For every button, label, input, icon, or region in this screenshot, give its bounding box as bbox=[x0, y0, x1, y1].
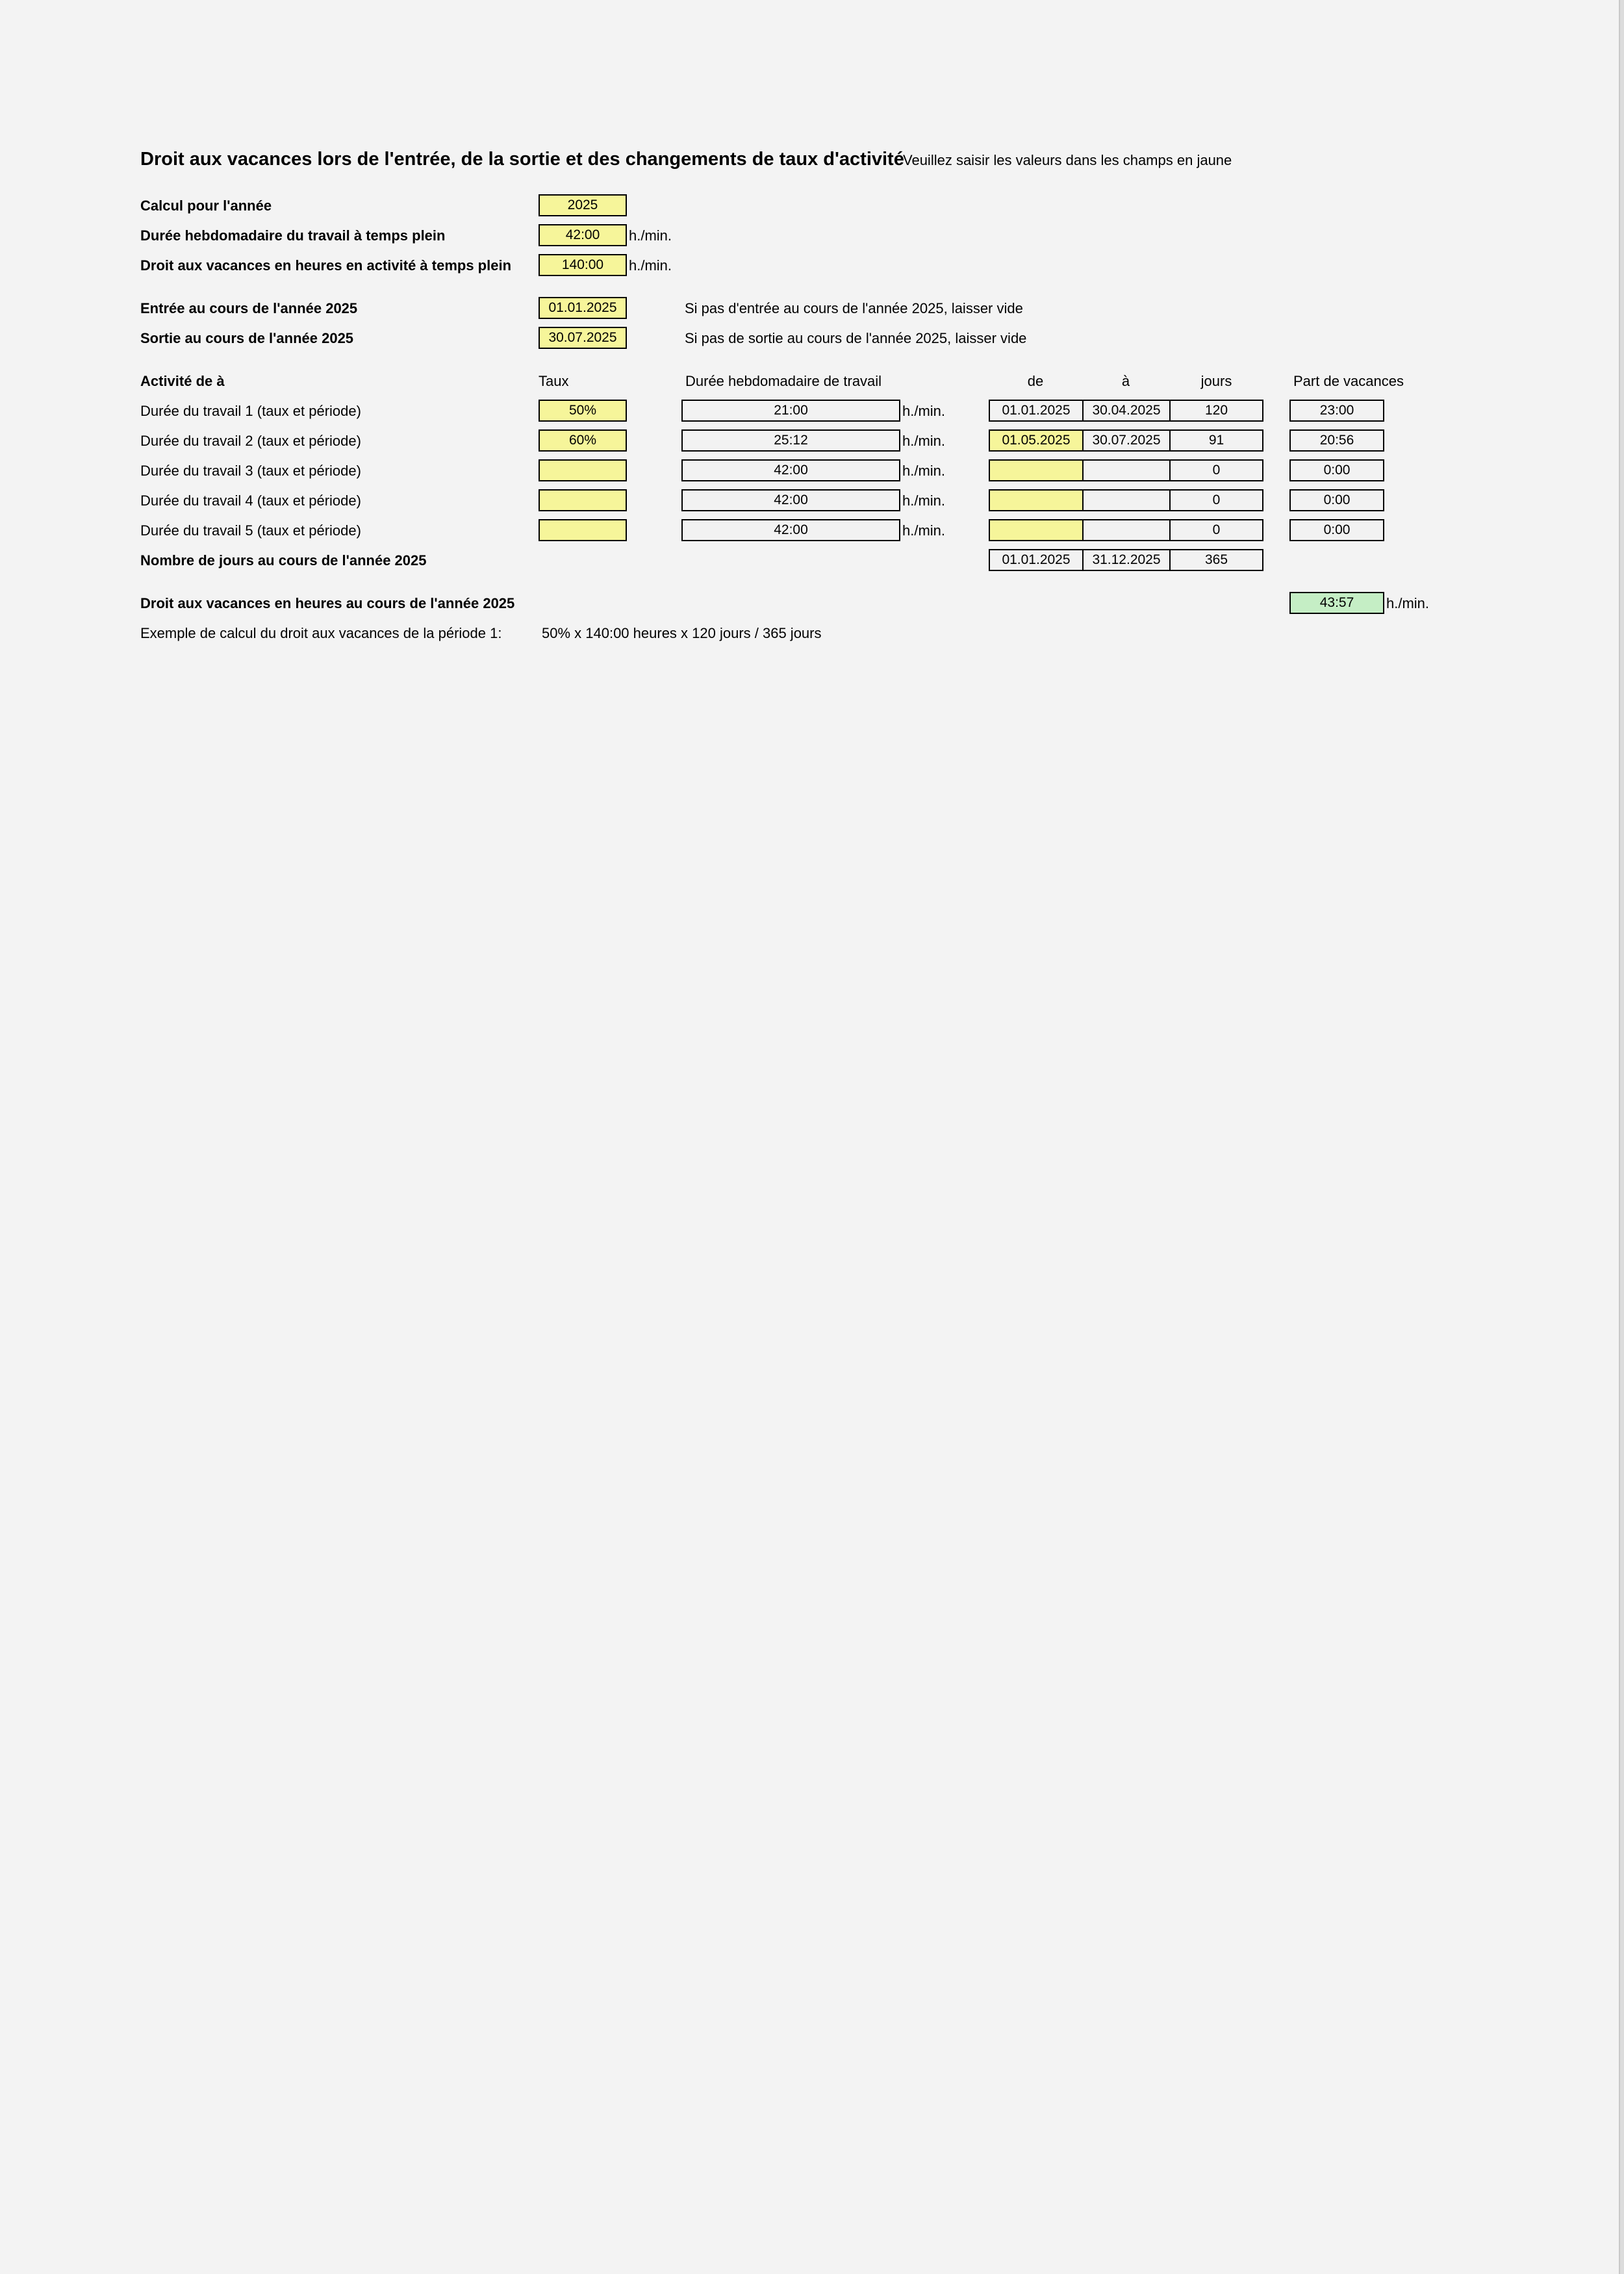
row-2-from-input[interactable]: 01.05.2025 bbox=[989, 429, 1084, 452]
row-4-from-input[interactable] bbox=[989, 489, 1084, 511]
entry-hint: Si pas d'entrée au cours de l'année 2025, laisser vide bbox=[685, 300, 1023, 316]
entitlement-label: Droit aux vacances en heures en activité à temps plein bbox=[140, 257, 512, 274]
row-2-weekly-value: 25:12 bbox=[681, 429, 900, 452]
result-label: Droit aux vacances en heures au cours de l'année 2025 bbox=[140, 595, 515, 611]
year-days-count-value: 365 bbox=[1169, 549, 1263, 571]
row-4-unit: h./min. bbox=[902, 492, 946, 509]
row-3-days-value: 0 bbox=[1169, 459, 1263, 481]
year-label: Calcul pour l'année bbox=[140, 198, 272, 214]
exit-date-input[interactable]: 30.07.2025 bbox=[539, 327, 627, 349]
year-days-label: Nombre de jours au cours de l'année 2025 bbox=[140, 552, 427, 568]
row-4-share-value: 0:00 bbox=[1289, 489, 1384, 511]
row-2-share-value: 20:56 bbox=[1289, 429, 1384, 452]
row-3-to-value bbox=[1082, 459, 1171, 481]
row-4-rate-input[interactable] bbox=[539, 489, 627, 511]
days-header: jours bbox=[1200, 373, 1232, 389]
example-label: Exemple de calcul du droit aux vacances de la période 1: bbox=[140, 625, 502, 641]
weekly-header: Durée hebdomadaire de travail bbox=[685, 373, 882, 389]
row-5-share-value: 0:00 bbox=[1289, 519, 1384, 541]
row-3-share-value: 0:00 bbox=[1289, 459, 1384, 481]
rate-header: Taux bbox=[539, 373, 569, 389]
entry-date-input[interactable]: 01.01.2025 bbox=[539, 297, 627, 319]
row-1-days-value: 120 bbox=[1169, 400, 1263, 422]
year-days-to-value: 31.12.2025 bbox=[1082, 549, 1171, 571]
weekly-hours-input[interactable]: 42:00 bbox=[539, 224, 627, 246]
exit-hint: Si pas de sortie au cours de l'année 2025, laisser vide bbox=[685, 330, 1027, 346]
result-value: 43:57 bbox=[1289, 592, 1384, 614]
vertical-scrollbar[interactable] bbox=[1619, 0, 1624, 2274]
row-4-label: Durée du travail 4 (taux et période) bbox=[140, 492, 361, 509]
activity-header: Activité de à bbox=[140, 373, 225, 389]
result-unit: h./min. bbox=[1386, 595, 1430, 611]
row-3-rate-input[interactable] bbox=[539, 459, 627, 481]
from-header: de bbox=[1027, 373, 1044, 389]
row-4-weekly-value: 42:00 bbox=[681, 489, 900, 511]
instruction-note: Veuillez saisir les valeurs dans les champs en jaune bbox=[903, 152, 1232, 168]
row-2-rate-input[interactable]: 60% bbox=[539, 429, 627, 452]
year-days-from-value: 01.01.2025 bbox=[989, 549, 1084, 571]
to-header: à bbox=[1121, 373, 1130, 389]
weekly-hours-label: Durée hebdomadaire du travail à temps plein bbox=[140, 227, 446, 244]
row-2-to-value: 30.07.2025 bbox=[1082, 429, 1171, 452]
entry-label: Entrée au cours de l'année 2025 bbox=[140, 300, 358, 316]
row-2-days-value: 91 bbox=[1169, 429, 1263, 452]
row-4-days-value: 0 bbox=[1169, 489, 1263, 511]
row-2-unit: h./min. bbox=[902, 433, 946, 449]
row-5-weekly-value: 42:00 bbox=[681, 519, 900, 541]
row-4-to-value bbox=[1082, 489, 1171, 511]
weekly-hours-unit: h./min. bbox=[629, 227, 672, 244]
row-3-label: Durée du travail 3 (taux et période) bbox=[140, 463, 361, 479]
row-3-from-input[interactable] bbox=[989, 459, 1084, 481]
row-3-unit: h./min. bbox=[902, 463, 946, 479]
row-1-share-value: 23:00 bbox=[1289, 400, 1384, 422]
row-3-weekly-value: 42:00 bbox=[681, 459, 900, 481]
entitlement-input[interactable]: 140:00 bbox=[539, 254, 627, 276]
row-5-rate-input[interactable] bbox=[539, 519, 627, 541]
page-title: Droit aux vacances lors de l'entrée, de la sortie et des changements de taux d'activité bbox=[140, 149, 904, 170]
row-5-from-input[interactable] bbox=[989, 519, 1084, 541]
row-1-weekly-value: 21:00 bbox=[681, 400, 900, 422]
row-1-unit: h./min. bbox=[902, 403, 946, 419]
row-1-rate-input[interactable]: 50% bbox=[539, 400, 627, 422]
year-input[interactable]: 2025 bbox=[539, 194, 627, 216]
row-1-label: Durée du travail 1 (taux et période) bbox=[140, 403, 361, 419]
row-5-unit: h./min. bbox=[902, 522, 946, 539]
row-1-from-value: 01.01.2025 bbox=[989, 400, 1084, 422]
share-header: Part de vacances bbox=[1293, 373, 1404, 389]
row-5-label: Durée du travail 5 (taux et période) bbox=[140, 522, 361, 539]
entitlement-unit: h./min. bbox=[629, 257, 672, 274]
example-formula: 50% x 140:00 heures x 120 jours / 365 jours bbox=[542, 625, 822, 641]
row-1-to-value: 30.04.2025 bbox=[1082, 400, 1171, 422]
row-2-label: Durée du travail 2 (taux et période) bbox=[140, 433, 361, 449]
row-5-days-value: 0 bbox=[1169, 519, 1263, 541]
exit-label: Sortie au cours de l'année 2025 bbox=[140, 330, 354, 346]
row-5-to-value bbox=[1082, 519, 1171, 541]
